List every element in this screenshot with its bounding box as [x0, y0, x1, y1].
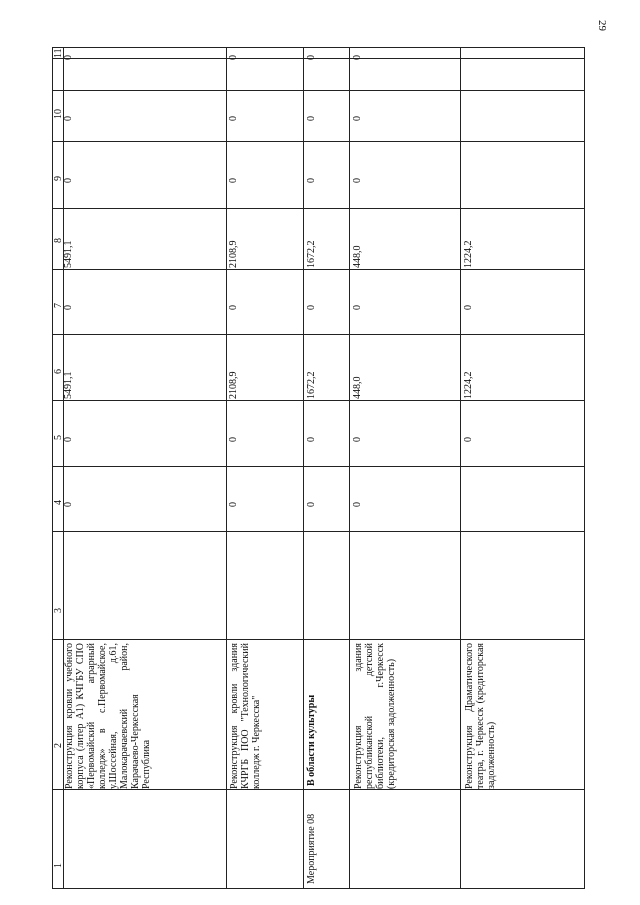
- header-col-2: 2: [53, 743, 64, 748]
- row-0-col-9: 0: [63, 178, 74, 183]
- row-2-col-11: 0: [306, 55, 317, 60]
- row-3-col-7: 0: [352, 305, 363, 310]
- row-0-col-6: 5491,1: [63, 371, 74, 399]
- row-1-col-7: 0: [228, 305, 239, 310]
- row-3-name: Реконструкция здания республиканской детской библиотеки, г.Черкесск (кредиторская задолженность): [353, 643, 397, 789]
- row-4-col-8: 1224,2: [463, 240, 474, 268]
- row-4-col-6: 1224,2: [463, 371, 474, 399]
- row-2-col-7: 0: [306, 305, 317, 310]
- row-2-col-6: 1672,2: [306, 371, 317, 399]
- row-2-col-9: 0: [306, 178, 317, 183]
- row-0-col-11: 0: [63, 55, 74, 60]
- row-0-col-5: 0: [63, 437, 74, 442]
- row-2-col-10: 0: [306, 116, 317, 121]
- row-3-col-8: 448,0: [352, 245, 363, 268]
- header-col-11: 11: [53, 48, 64, 58]
- row-3-col-6: 448,0: [352, 376, 363, 399]
- row-2-code: Мероприятие 08: [306, 813, 317, 884]
- row-1-col-11: 0: [228, 55, 239, 60]
- header-col-3: 3: [53, 608, 64, 613]
- row-1-col-10: 0: [228, 116, 239, 121]
- row-1-name: Реконструкция кровли здания КЧРГБ ПОО "Технологический колледж г. Черкесска": [229, 643, 262, 789]
- row-3-col-9: 0: [352, 178, 363, 183]
- row-3-col-10: 0: [352, 116, 363, 121]
- row-3-col-5: 0: [352, 437, 363, 442]
- row-2-col-5: 0: [306, 437, 317, 442]
- row-4-col-7: 0: [463, 305, 474, 310]
- row-0-col-10: 0: [63, 116, 74, 121]
- row-1-col-9: 0: [228, 178, 239, 183]
- header-col-10: 10: [53, 109, 64, 119]
- row-2-col-4: 0: [306, 502, 317, 507]
- row-0-col-7: 0: [63, 305, 74, 310]
- row-1-col-5: 0: [228, 437, 239, 442]
- header-col-8: 8: [53, 238, 64, 243]
- budget-table: [52, 47, 585, 889]
- row-3-col-11: 0: [352, 55, 363, 60]
- row-0-col-8: 5491,1: [63, 240, 74, 268]
- header-col-7: 7: [53, 303, 64, 308]
- row-0-name: Реконструкция кровли учебного корпуса (литер А1) КЧГБУ СПО «Первомайский аграрный колледж» в с.Первомайское, у.Шоссейная, д.61, Малокарачаевский район, Карачаево-Черкесская Республика: [64, 643, 152, 789]
- header-col-4: 4: [53, 500, 64, 505]
- row-2-col-8: 1672,2: [306, 240, 317, 268]
- row-4-name: Реконструкция Драматического театра, г. Черкесск (кредиторская задолженность): [464, 643, 497, 789]
- page-number: 29: [596, 20, 608, 31]
- row-1-col-6: 2108,9: [228, 371, 239, 399]
- row-4-col-5: 0: [463, 437, 474, 442]
- row-3-col-4: 0: [352, 502, 363, 507]
- row-2-name: В области культуры: [306, 694, 317, 786]
- header-col-1: 1: [53, 863, 64, 868]
- header-col-6: 6: [53, 369, 64, 374]
- row-1-col-8: 2108,9: [228, 240, 239, 268]
- header-col-5: 5: [53, 435, 64, 440]
- row-1-col-4: 0: [228, 502, 239, 507]
- header-col-9: 9: [53, 176, 64, 181]
- row-0-col-4: 0: [63, 502, 74, 507]
